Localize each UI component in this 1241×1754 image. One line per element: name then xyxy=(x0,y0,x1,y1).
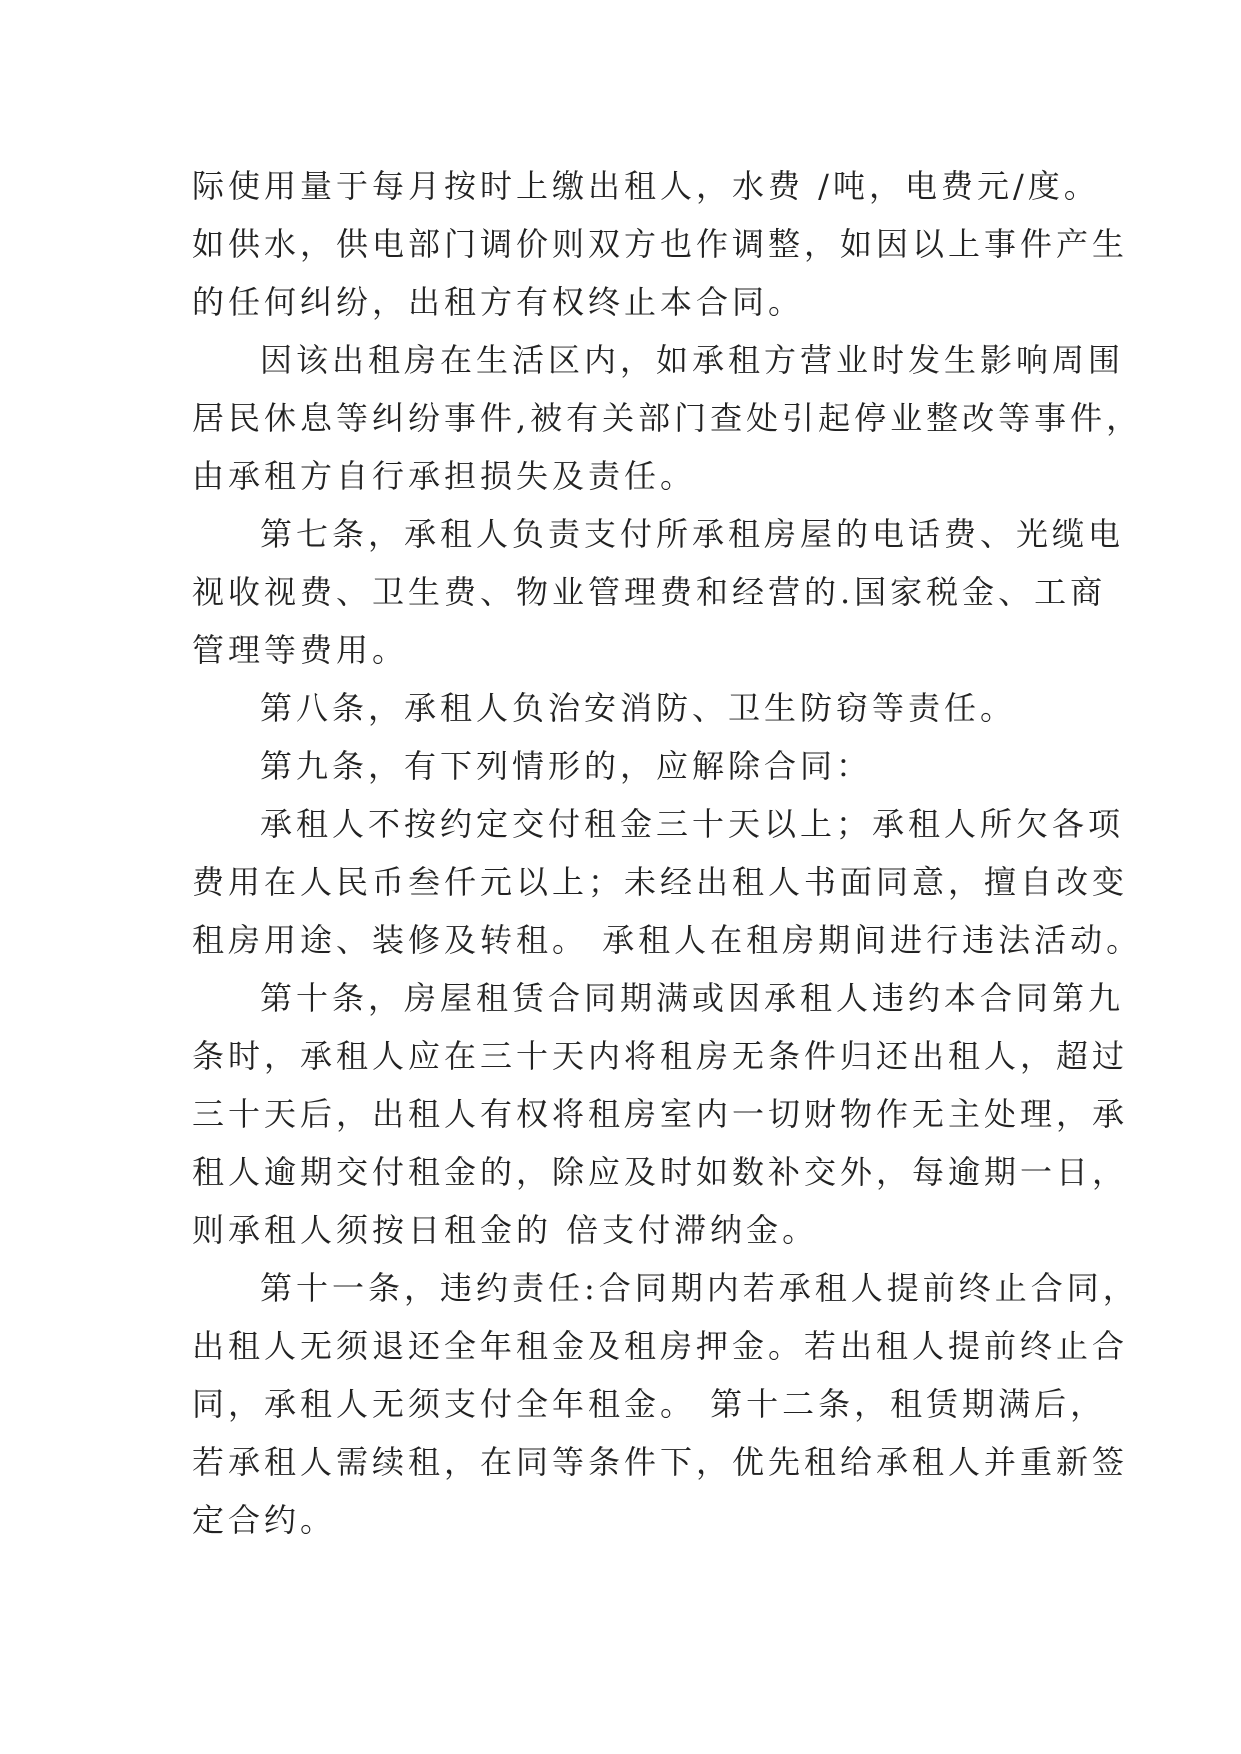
text-line: 同，承租人无须支付全年租金。 第十二条，租赁期满后， xyxy=(192,1385,1107,1423)
text-line: 租房用途、装修及转租。 承租人在租房期间进行违法活动。 xyxy=(192,921,1143,959)
text-line: 承租人不按约定交付租金三十天以上；承租人所欠各项 xyxy=(260,805,1125,843)
text-line: 由承租方自行承担损失及责任。 xyxy=(192,457,697,495)
text-line: 第九条，有下列情形的，应解除合同： xyxy=(260,747,873,785)
text-line: 际使用量于每月按时上缴出租人，水费 /吨，电费元/度。 xyxy=(192,167,1100,205)
text-line: 第十一条，违约责任:合同期内若承租人提前终止合同， xyxy=(260,1269,1139,1307)
text-line: 管理等费用。 xyxy=(192,631,409,669)
text-line: 则承租人须按日租金的 倍支付滞纳金。 xyxy=(192,1211,819,1249)
text-line: 视收视费、卫生费、物业管理费和经营的.国家税金、工商 xyxy=(192,573,1107,611)
text-line: 第八条，承租人负治安消防、卫生防窃等责任。 xyxy=(260,689,1017,727)
text-line: 第七条，承租人负责支付所承租房屋的电话费、光缆电 xyxy=(260,515,1125,553)
contract-text xyxy=(192,157,1143,1549)
text-line: 第十条，房屋租赁合同期满或因承租人违约本合同第九 xyxy=(260,979,1125,1017)
text-line: 条时，承租人应在三十天内将租房无条件归还出租人，超过 xyxy=(192,1037,1129,1075)
text-line: 若承租人需续租，在同等条件下，优先租给承租人并重新签 xyxy=(192,1443,1129,1481)
text-line: 因该出租房在生活区内，如承租方营业时发生影响周围 xyxy=(260,341,1125,379)
text-line: 费用在人民币叁仟元以上；未经出租人书面同意，擅自改变 xyxy=(192,863,1129,901)
text-line: 定合约。 xyxy=(192,1501,337,1539)
text-line: 租人逾期交付租金的，除应及时如数补交外，每逾期一日， xyxy=(192,1153,1129,1191)
text-line: 的任何纠纷，出租方有权终止本合同。 xyxy=(192,283,805,321)
text-line: 三十天后，出租人有权将租房室内一切财物作无主处理，承 xyxy=(192,1095,1129,1133)
text-line: 出租人无须退还全年租金及租房押金。若出租人提前终止合 xyxy=(192,1327,1129,1365)
text-line: 如供水，供电部门调价则双方也作调整，如因以上事件产生 xyxy=(192,225,1129,263)
text-line: 居民休息等纠纷事件,被有关部门查处引起停业整改等事件， xyxy=(192,399,1143,437)
